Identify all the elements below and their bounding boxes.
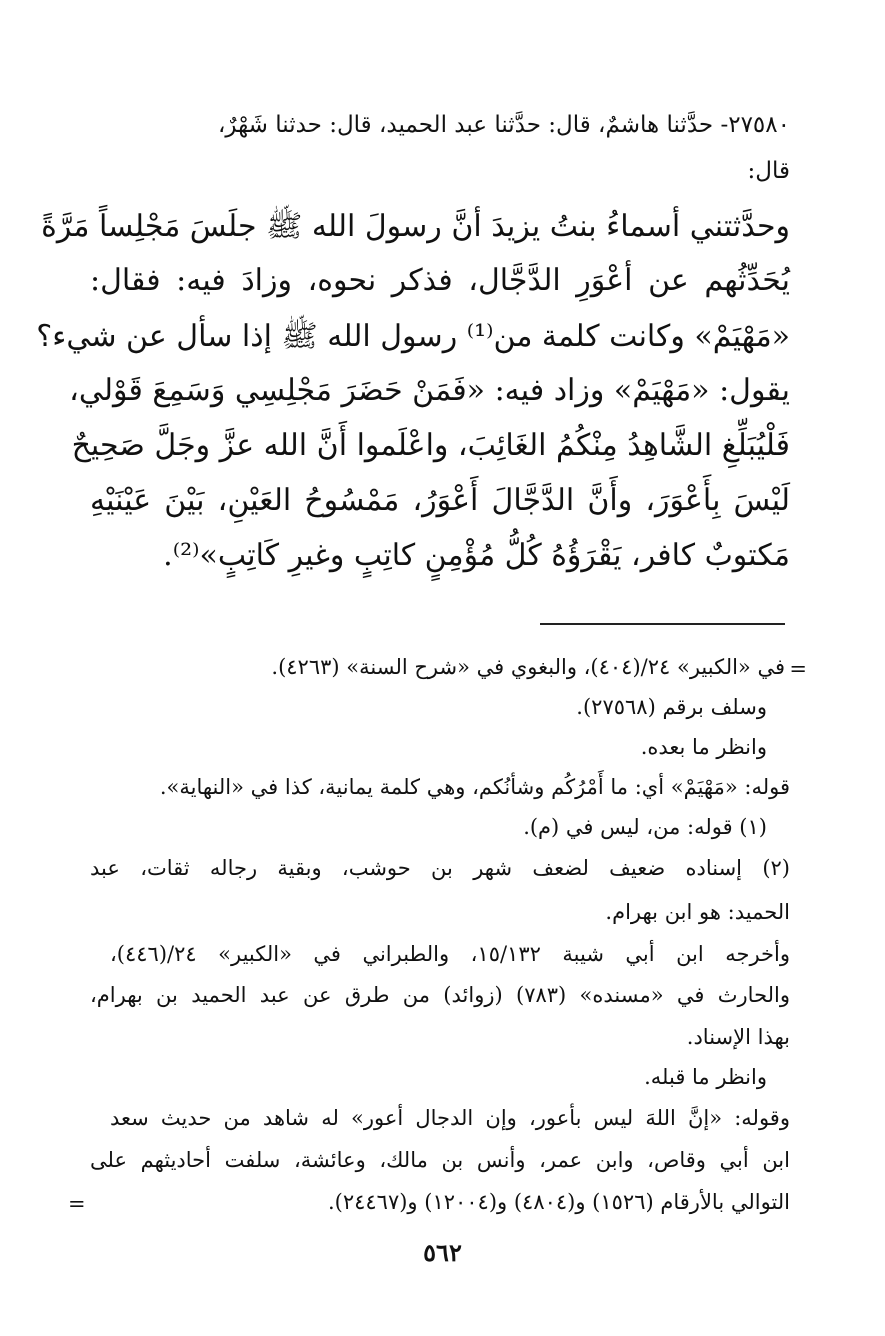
footnote-line-3: وانظر ما بعده. xyxy=(640,735,767,759)
hadith-body-line-1: وحدَّثتني أسماءُ بنتُ يزيدَ أنَّ رسولَ الله ﷺ جلَسَ مَجْلِساً مَرَّةً xyxy=(41,209,790,244)
continuation-marker: = xyxy=(789,657,807,681)
footnote-line-2: وسلف برقم (٢٧٥٦٨). xyxy=(576,695,767,719)
hadith-body-line-4: يقول: «مَهْيَمْ» وزاد فيه: «فَمَنْ حَضَرَ مَجْلِسِي وَسَمِعَ قَوْلي، xyxy=(69,373,790,408)
footnote-2-line-9: التوالي بالأرقام (١٥٢٦) و(٤٨٠٤) و(١٢٠٠٤) و(٢٤٤٦٧). xyxy=(327,1190,790,1214)
hadith-body-line-3: «مَهْيَمْ» وكانت كلمة من⁽¹⁾ رسول الله ﷺ إذا سأل عن شيء؟ xyxy=(36,319,790,354)
footnote-line-1: في «الكبير» ٢٤/(٤٠٤)، والبغوي في «شرح السنة» (٤٢٦٣). xyxy=(271,655,785,679)
hadith-body-line-2: يُحَدِّثُهم عن أعْوَرِ الدَّجَّال، فذكر نحوه، وزادَ فيه: فقال: xyxy=(90,263,790,298)
page-number: ٥٦٢ xyxy=(423,1238,462,1267)
footnote-2-line-8: ابن أبي وقاص، وابن عمر، وأنس بن مالك، وعائشة، سلفت أحاديثهم على xyxy=(90,1148,790,1172)
hadith-header-line-2: قال: xyxy=(747,158,790,184)
footnote-2-line-6: وانظر ما قبله. xyxy=(644,1065,767,1089)
footnote-2-line-2: الحميد: هو ابن بهرام. xyxy=(605,900,790,924)
footnote-2-line-1: (٢) إسناده ضعيف لضعف شهر بن حوشب، وبقية رجاله ثقات، عبد xyxy=(90,856,790,880)
footnote-line-4: قوله: «مَهْيَمْ» أي: ما أَمْرُكُم وشأنُكم، وهي كلمة يمانية، كذا في «النهاية». xyxy=(159,775,790,799)
hadith-body-line-5: فَلْيُبَلِّغِ الشَّاهِدُ مِنْكُمُ الغَائِبَ، واعْلَموا أَنَّ الله عزَّ وجَلَّ صَحِيحٌ xyxy=(71,428,790,463)
hadith-body-line-6: لَيْسَ بِأَعْوَرَ، وأَنَّ الدَّجَّالَ أَعْوَرُ، مَمْسُوحُ العَيْنِ، بَيْنَ عَيْنَيْهِ xyxy=(90,483,790,518)
continuation-end-marker: = xyxy=(68,1192,86,1216)
footnote-1: (١) قوله: من، ليس في (م). xyxy=(523,815,767,839)
footnote-2-line-4: والحارث في «مسنده» (٧٨٣) (زوائد) من طرق عن عبد الحميد بن بهرام، xyxy=(90,983,790,1007)
footnote-2-line-3: وأخرجه ابن أبي شيبة ١٥/١٣٢، والطبراني في «الكبير» ٢٤/(٤٤٦)، xyxy=(110,942,790,966)
footnote-2-line-5: بهذا الإسناد. xyxy=(686,1025,790,1049)
hadith-body-line-7: مَكتوبٌ كافر، يَقْرَؤُهُ كُلُّ مُؤْمِنٍ كاتِبٍ وغيرِ كَاتِبٍ»⁽²⁾. xyxy=(163,538,790,573)
hadith-header-line-1: ٢٧٥٨٠- حدَّثنا هاشمٌ، قال: حدَّثنا عبد الحميد، قال: حدثنا شَهْرٌ، xyxy=(217,112,790,138)
footnote-2-line-7: وقوله: «إنَّ اللهَ ليس بأعور، وإن الدجال أعور» له شاهد من حديث سعد xyxy=(110,1106,790,1130)
footnote-separator xyxy=(540,623,785,625)
